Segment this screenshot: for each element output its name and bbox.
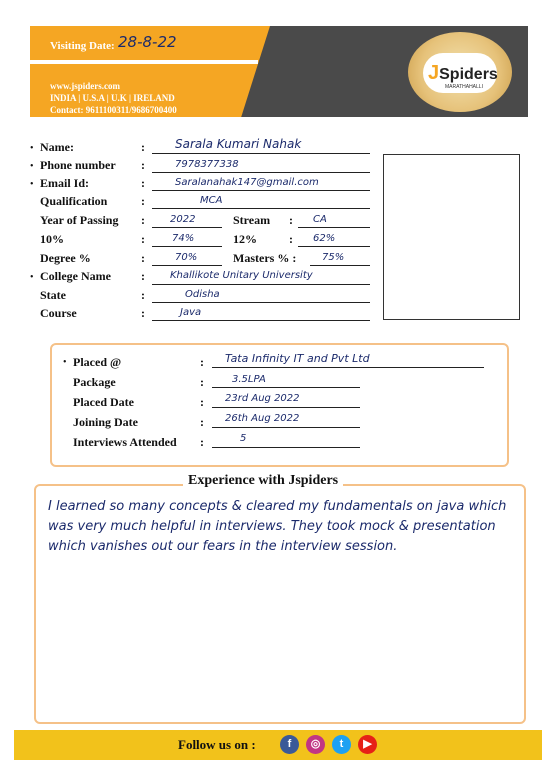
year-value: 2022 — [170, 214, 196, 225]
interviews-underline — [212, 447, 360, 448]
website-text: www.jspiders.com — [50, 81, 120, 91]
placed-at-underline — [212, 367, 484, 368]
logo-text: JSpiders — [428, 62, 498, 84]
header-divider — [30, 60, 258, 64]
facebook-icon[interactable]: f — [280, 735, 299, 754]
package-label: Package — [73, 375, 116, 389]
phone-label: Phone number — [40, 158, 116, 172]
joining-date-label: Joining Date — [73, 415, 139, 429]
joining-date-value: 26th Aug 2022 — [225, 413, 300, 424]
logo-subtext: MARATHAHALLI — [445, 84, 483, 90]
college-label: College Name — [40, 269, 111, 283]
follow-us-label: Follow us on : — [178, 737, 256, 752]
package-underline — [212, 387, 360, 388]
package-value: 3.5LPA — [232, 374, 266, 385]
state-underline — [152, 302, 370, 303]
year-label: Year of Passing — [40, 213, 119, 227]
tenth-label: 10% — [40, 232, 64, 246]
email-label: Email Id: — [40, 176, 90, 190]
bullet-dot: • — [30, 272, 34, 283]
bullet-dot: • — [30, 161, 34, 172]
placed-date-value: 23rd Aug 2022 — [225, 393, 300, 404]
bullet-dot: • — [30, 143, 34, 154]
name-underline — [152, 153, 370, 154]
contact-number-text: Contact: 9611100311/9686700400 — [50, 105, 177, 115]
visiting-date-label: Visiting Date: — [50, 40, 115, 52]
state-value: Odisha — [185, 289, 220, 300]
year-underline — [152, 227, 222, 228]
degree-label: Degree % — [40, 251, 91, 265]
placed-at-value: Tata Infinity IT and Pvt Ltd — [225, 352, 370, 365]
name-value: Sarala Kumari Nahak — [175, 137, 302, 151]
phone-underline — [152, 172, 370, 173]
course-label: Course — [40, 306, 77, 320]
experience-text: I learned so many concepts & cleared my fundamentals on java which was very much helpful in interviews. They took mock & presentation which vanishes out our fears in the interview session. — [48, 499, 507, 554]
course-value: Java — [180, 307, 202, 318]
twelfth-value: 62% — [313, 233, 336, 244]
placed-date-underline — [212, 407, 360, 408]
experience-title: Experience with Jspiders — [183, 473, 343, 489]
degree-underline — [152, 265, 222, 266]
tenth-value: 74% — [172, 233, 195, 244]
masters-value: 75% — [322, 252, 345, 263]
footer-bar — [14, 730, 542, 760]
email-value: Saralanahak147@gmail.com — [175, 177, 319, 188]
stream-label: Stream — [233, 213, 271, 227]
phone-value: 7978377338 — [175, 159, 239, 170]
youtube-icon[interactable]: ▶ — [358, 735, 377, 754]
countries-text: INDIA | U.S.A | U.K | IRELAND — [50, 93, 175, 103]
qualification-label: Qualification — [40, 194, 108, 208]
tenth-underline — [152, 246, 222, 247]
name-label: Name: — [40, 140, 74, 154]
stream-value: CA — [313, 214, 327, 225]
qualification-underline — [152, 208, 370, 209]
college-value: Khallikote Unitary University — [170, 270, 313, 281]
bullet-dot: • — [30, 179, 34, 190]
twelfth-label: 12% — [233, 232, 257, 246]
placed-at-label: Placed @ — [73, 355, 122, 369]
bullet-dot: • — [63, 357, 67, 368]
degree-value: 70% — [175, 252, 198, 263]
college-underline — [152, 284, 370, 285]
course-underline — [152, 320, 370, 321]
stream-underline — [298, 227, 370, 228]
state-label: State — [40, 288, 66, 302]
joining-date-underline — [212, 427, 360, 428]
placed-date-label: Placed Date — [73, 395, 134, 409]
qualification-value: MCA — [200, 195, 223, 206]
interviews-value: 5 — [240, 433, 247, 444]
contact-block — [50, 80, 177, 116]
interviews-label: Interviews Attended — [73, 435, 177, 449]
photo-box — [383, 154, 520, 320]
instagram-icon[interactable]: ◎ — [306, 735, 325, 754]
masters-label: Masters % : — [233, 251, 297, 265]
masters-underline — [310, 265, 370, 266]
twelfth-underline — [298, 246, 370, 247]
twitter-icon[interactable]: t — [332, 735, 351, 754]
email-underline — [152, 190, 370, 191]
visiting-date-value: 28-8-22 — [118, 33, 177, 51]
